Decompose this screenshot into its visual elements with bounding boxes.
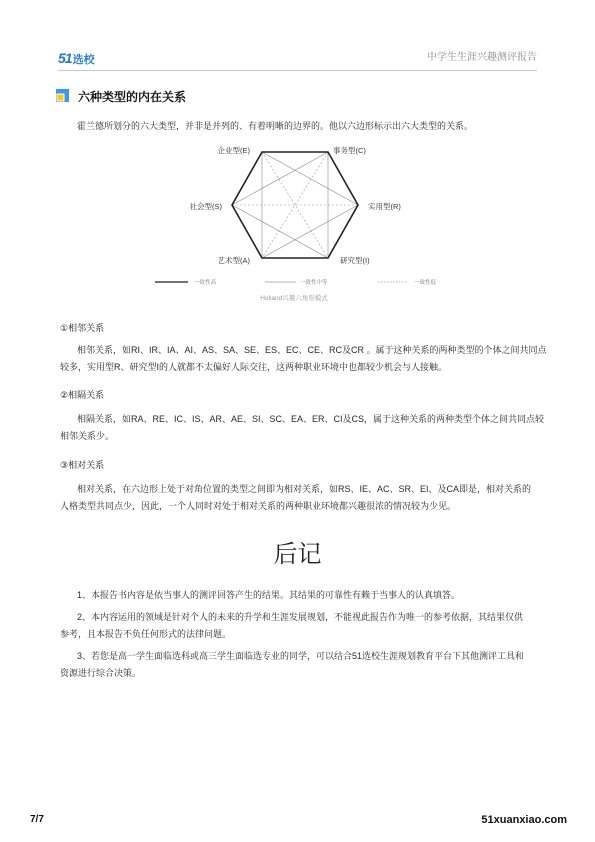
type-label-social: 社会型(S) [189, 202, 222, 211]
type-label-enterprising: 企业型(E) [217, 146, 250, 155]
paragraph-line: 人格类型共同点少，因此，一个人同时对处于相对关系的两种职业环境都兴趣很浓的情况较为少见。 [60, 501, 457, 511]
relation-text-opposite [60, 481, 550, 515]
type-label-conventional: 事务型(C) [333, 146, 366, 155]
footer-website: 51xuanxiao.com [481, 814, 567, 826]
page-number: 7/7 [30, 814, 44, 825]
relation-title-alternate: ②相隔关系 [60, 390, 105, 400]
square-bullet-icon [56, 89, 69, 102]
section-title: 六种类型的内在关系 [78, 90, 187, 104]
paragraph-line: 相邻关系，如RI、IR、IA、AI、AS、SA、SE、ES、EC、CE、RC及CR 。属于这种关系的两种类型的个体之间共同点 [77, 345, 547, 355]
diagram-caption: Holland兴趣六角形模式 [260, 295, 328, 302]
report-title: 中学生生涯兴趣测评报告 [427, 52, 537, 63]
relation-text-adjacent [60, 342, 550, 376]
type-label-artistic: 艺术型(A) [217, 256, 250, 265]
paragraph-line: 资源进行综合决策。 [60, 668, 142, 678]
relation-text-alternate [60, 411, 550, 445]
type-label-realistic: 实用型(R) [368, 202, 401, 211]
paragraph-line: 参考，且本报告不负任何形式的法律问题。 [60, 629, 232, 639]
legend-high-label: 一致性高 [194, 280, 217, 286]
relation-title-opposite: ③相对关系 [60, 460, 105, 470]
brand-logo [58, 50, 95, 66]
type-label-investigative: 研究型(I) [340, 256, 370, 265]
legend-medium-label: 一致性中等 [300, 280, 328, 286]
hexagon-outline [232, 152, 358, 258]
afterword-paragraph-3 [60, 648, 550, 682]
section-intro: 霍兰德所划分的六大类型，并非是并列的、有着明晰的边界的。他以六边形标示出六大类型的关系。 [77, 121, 474, 131]
afterword-title: 后记 [273, 541, 322, 568]
afterword-paragraph-1 [60, 587, 550, 604]
holland-hexagon-diagram [150, 140, 450, 310]
paragraph-line: 2、本内容运用的领域是针对个人的未来的升学和生涯发展规划，不能视此报告作为唯一的参考依据，其结果仅供 [77, 612, 524, 622]
relation-title-adjacent: ①相邻关系 [60, 323, 105, 333]
legend-low-label: 一致性低 [414, 280, 437, 286]
header-divider [58, 70, 537, 71]
paragraph-line: 相对关系，在六边形上处于对角位置的类型之间即为相对关系，如RS、IE、AC、SR、EI、及CA即是，相对关系的 [77, 484, 532, 494]
logo-number: 51 [58, 50, 72, 66]
logo-text: 选校 [72, 54, 95, 66]
afterword-paragraph-2 [60, 609, 550, 643]
paragraph-line: 1、本报告书内容是依当事人的测评回答产生的结果。其结果的可靠性有赖于当事人的认真填答。 [77, 590, 461, 600]
paragraph-line: 较多，实用型R、研究型I的人就都不太偏好人际交往，这两种职业环境中也都较少机会与人接触。 [60, 362, 448, 372]
paragraph-line: 相隔关系，如RA、RE、IC、IS、AR、AE、SI、SC、EA、ER、CI及CS，属于这种关系的两种类型个体之间共同点较 [77, 414, 545, 424]
paragraph-line: 3、若您是高一学生面临选科或高三学生面临选专业的同学，可以结合51选校生涯规划教育平台下其他测评工具和 [77, 651, 525, 661]
paragraph-line: 相邻关系少。 [60, 431, 115, 441]
